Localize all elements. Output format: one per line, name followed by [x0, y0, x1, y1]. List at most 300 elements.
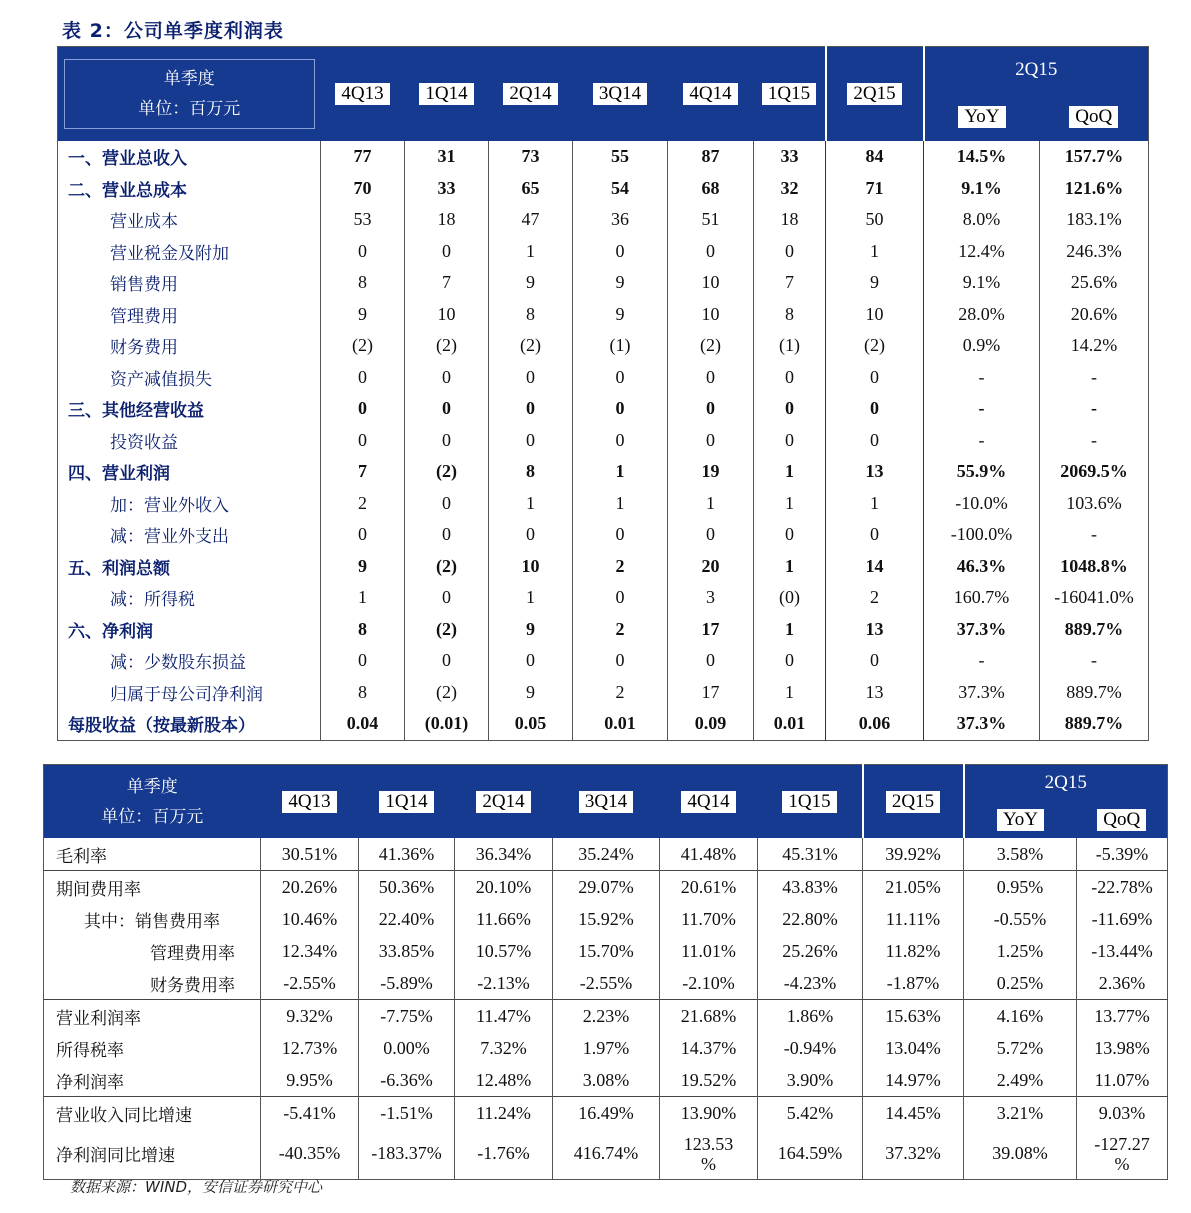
table-cell: 33 [754, 141, 826, 173]
table-cell: 7 [405, 267, 489, 299]
table-cell: 0 [754, 645, 826, 677]
table-cell: 28.0% [924, 299, 1040, 331]
table-cell: -11.69% [1077, 903, 1168, 935]
table-cell: 15.70% [553, 935, 660, 967]
table-row [44, 1064, 1168, 1097]
table-cell: 9 [573, 299, 668, 331]
table-cell: 0 [405, 488, 489, 520]
row-label: 每股收益（按最新股本） [68, 716, 255, 737]
table-cell: - [924, 362, 1040, 394]
table-cell: 33 [405, 173, 489, 205]
row-label: 营业成本 [110, 212, 178, 233]
table-cell: 13 [826, 456, 924, 488]
table-cell: 8 [321, 614, 405, 646]
table-cell: 12.48% [455, 1064, 553, 1097]
table-row [58, 614, 1149, 646]
table-cell: -100.0% [924, 519, 1040, 551]
table-cell: 1 [754, 456, 826, 488]
table-cell: 3 [668, 582, 754, 614]
table-cell: 0 [573, 425, 668, 457]
table-cell: 1 [826, 488, 924, 520]
table-cell: 73 [489, 141, 573, 173]
table-cell: 0 [573, 645, 668, 677]
table-cell: -1.76% [455, 1129, 553, 1179]
col-header: 4Q14 [668, 47, 754, 142]
table-cell: 2.23% [553, 1000, 660, 1033]
table-cell: 0 [321, 236, 405, 268]
table-cell: 45.31% [758, 838, 863, 871]
table-cell: 12.34% [261, 935, 359, 967]
table-cell: 9.03% [1077, 1097, 1168, 1130]
table-cell: 10 [489, 551, 573, 583]
table-cell: 20.61% [660, 871, 758, 904]
table-cell: -13.44% [1077, 935, 1168, 967]
yoy-header: YoY [964, 802, 1077, 838]
table-cell: 8 [321, 267, 405, 299]
table-cell: 0.06 [826, 708, 924, 740]
table-cell: 20.26% [261, 871, 359, 904]
table-cell: 0 [573, 519, 668, 551]
row-label: 减：少数股东损益 [110, 653, 246, 674]
table-cell: 9.32% [261, 1000, 359, 1033]
table-cell: 10 [668, 267, 754, 299]
table-cell: 77 [321, 141, 405, 173]
table-cell: 0 [321, 393, 405, 425]
table-cell: 11.01% [660, 935, 758, 967]
table-cell: 8 [321, 677, 405, 709]
table-cell: -0.94% [758, 1032, 863, 1064]
table-cell: 0.01 [754, 708, 826, 740]
table-cell: 17 [668, 677, 754, 709]
table-row [58, 582, 1149, 614]
table-row [58, 519, 1149, 551]
table-cell: 0.01 [573, 708, 668, 740]
table-cell: 0 [405, 236, 489, 268]
table-cell: 0.95% [964, 871, 1077, 904]
table-cell: 54 [573, 173, 668, 205]
table-cell: 0 [754, 362, 826, 394]
table-cell: -0.55% [964, 903, 1077, 935]
qoq-header: QoQ [1077, 802, 1168, 838]
col-header: 4Q14 [660, 765, 758, 839]
table-cell: (1) [754, 330, 826, 362]
row-label: 六、净利润 [68, 621, 153, 642]
table-cell: -1.51% [359, 1097, 455, 1130]
table-cell: 47 [489, 204, 573, 236]
table-cell: (2) [405, 614, 489, 646]
row-label: 归属于母公司净利润 [110, 684, 263, 705]
table-cell: 20 [668, 551, 754, 583]
table-cell: 0 [573, 362, 668, 394]
table-cell: 5.42% [758, 1097, 863, 1130]
profit-table [57, 46, 1149, 741]
table-cell: 1 [826, 236, 924, 268]
table-cell: 3.08% [553, 1064, 660, 1097]
table-cell: 1 [321, 582, 405, 614]
table-cell: 65 [489, 173, 573, 205]
table-cell: 13.77% [1077, 1000, 1168, 1033]
table-cell: 9 [573, 267, 668, 299]
table-cell: 164.59% [758, 1129, 863, 1179]
col-header: 1Q14 [359, 765, 455, 839]
table-row [58, 393, 1149, 425]
table-cell: -2.10% [660, 967, 758, 1000]
table-cell: -1.87% [863, 967, 964, 1000]
table-cell: (2) [321, 330, 405, 362]
header-left-line2: 单位：百万元 [138, 99, 241, 119]
ratio-table [43, 764, 1168, 1180]
table-row [44, 1000, 1168, 1033]
col-header: 1Q15 [758, 765, 863, 839]
table-cell: 9.1% [924, 173, 1040, 205]
table-cell: - [1040, 645, 1149, 677]
table-cell: 0 [826, 519, 924, 551]
table-cell: -183.37% [359, 1129, 455, 1179]
table-cell: 0 [754, 393, 826, 425]
table-cell: 15.92% [553, 903, 660, 935]
table-cell: 11.24% [455, 1097, 553, 1130]
col-header: 2Q14 [489, 47, 573, 142]
table-cell: 36 [573, 204, 668, 236]
table-cell: 10.57% [455, 935, 553, 967]
table-cell: -5.89% [359, 967, 455, 1000]
table-cell: 12.73% [261, 1032, 359, 1064]
table-cell: 30.51% [261, 838, 359, 871]
table-cell: 0 [668, 519, 754, 551]
col-header: 2Q15 [826, 47, 924, 142]
table-cell: 84 [826, 141, 924, 173]
table-row [58, 551, 1149, 583]
table-cell: 13 [826, 614, 924, 646]
table-cell: 7 [321, 456, 405, 488]
table-cell: 16.49% [553, 1097, 660, 1130]
group-header: 2Q15 [924, 47, 1149, 94]
table-cell: 8 [754, 299, 826, 331]
table-cell: 0 [489, 425, 573, 457]
col-header: 2Q15 [863, 765, 964, 839]
table-cell: 0 [668, 393, 754, 425]
table-cell: 3.58% [964, 838, 1077, 871]
table-cell: 0 [826, 362, 924, 394]
table-cell: 0 [321, 425, 405, 457]
table-cell: 0 [668, 236, 754, 268]
table-cell: -6.36% [359, 1064, 455, 1097]
table-cell: 1 [754, 488, 826, 520]
table-cell: 9 [826, 267, 924, 299]
row-label: 五、利润总额 [68, 558, 170, 579]
header-unit-cell [44, 765, 261, 839]
table-row [58, 267, 1149, 299]
table-cell: 50.36% [359, 871, 455, 904]
table-cell: 1 [489, 236, 573, 268]
table-cell: (2) [405, 456, 489, 488]
table-cell: 11.82% [863, 935, 964, 967]
table-row [58, 425, 1149, 457]
table-cell: 19.52% [660, 1064, 758, 1097]
table-cell: -22.78% [1077, 871, 1168, 904]
row-label: 营业收入同比增速 [44, 1097, 261, 1130]
table-cell: 68 [668, 173, 754, 205]
table-cell: 18 [405, 204, 489, 236]
table-cell: 0 [489, 362, 573, 394]
table-cell: 25.6% [1040, 267, 1149, 299]
table-cell: 8 [489, 299, 573, 331]
table-cell: 14.45% [863, 1097, 964, 1130]
row-label: 减：所得税 [110, 590, 195, 611]
table-cell: 87 [668, 141, 754, 173]
table-row [58, 677, 1149, 709]
table-cell: 0 [405, 425, 489, 457]
table-row [44, 967, 1168, 1000]
table-cell: 0 [668, 645, 754, 677]
table-cell: 31 [405, 141, 489, 173]
table-cell: 17 [668, 614, 754, 646]
table-cell: -5.41% [261, 1097, 359, 1130]
table-row [44, 903, 1168, 935]
col-header: 3Q14 [573, 47, 668, 142]
table-cell: 1.86% [758, 1000, 863, 1033]
table-cell: 3.21% [964, 1097, 1077, 1130]
table-cell: 21.05% [863, 871, 964, 904]
table-cell: -10.0% [924, 488, 1040, 520]
table-cell: (2) [405, 677, 489, 709]
table-cell: 39.92% [863, 838, 964, 871]
table-cell: 0 [489, 645, 573, 677]
table-cell: 0 [489, 519, 573, 551]
table-cell: 2 [573, 551, 668, 583]
table-cell: 121.6% [1040, 173, 1149, 205]
table-cell: 13.04% [863, 1032, 964, 1064]
table-cell: 0 [826, 425, 924, 457]
table-cell: 1 [573, 456, 668, 488]
row-label: 财务费用率 [150, 975, 235, 996]
qoq-header: QoQ [1040, 94, 1149, 141]
header-left-line1: 单季度 [163, 69, 215, 89]
table-cell: (2) [405, 551, 489, 583]
table-cell: 0 [668, 425, 754, 457]
table-row [58, 236, 1149, 268]
table-cell: 22.40% [359, 903, 455, 935]
table-cell: 9 [321, 551, 405, 583]
table-cell: 15.63% [863, 1000, 964, 1033]
table-cell: 41.36% [359, 838, 455, 871]
table-cell: 0 [826, 645, 924, 677]
row-label: 二、营业总成本 [68, 180, 187, 201]
table-cell: 1 [668, 488, 754, 520]
table-cell: 22.80% [758, 903, 863, 935]
table-cell: 2.36% [1077, 967, 1168, 1000]
table-cell: 183.1% [1040, 204, 1149, 236]
table-cell: 10 [405, 299, 489, 331]
header-unit-cell [58, 47, 321, 142]
table-cell: (2) [489, 330, 573, 362]
table-cell: - [924, 645, 1040, 677]
table-row [44, 935, 1168, 967]
table-cell: 21.68% [660, 1000, 758, 1033]
table-row [44, 871, 1168, 904]
row-label: 管理费用 [110, 306, 178, 327]
table-row [58, 362, 1149, 394]
table-cell: 11.70% [660, 903, 758, 935]
table-cell: 11.47% [455, 1000, 553, 1033]
table-cell: 1 [754, 677, 826, 709]
table-cell: 18 [754, 204, 826, 236]
table-cell: -4.23% [758, 967, 863, 1000]
table-cell: 36.34% [455, 838, 553, 871]
table-cell: 0 [754, 425, 826, 457]
table-cell: - [924, 393, 1040, 425]
table-cell: 9 [489, 267, 573, 299]
table-row [58, 173, 1149, 205]
table-cell: 0.00% [359, 1032, 455, 1064]
table-cell: 1 [489, 488, 573, 520]
table-cell: 416.74% [553, 1129, 660, 1179]
table-cell: 13.98% [1077, 1032, 1168, 1064]
table-cell: 889.7% [1040, 708, 1149, 740]
table-cell: 9.95% [261, 1064, 359, 1097]
table-cell: 14 [826, 551, 924, 583]
table-row [58, 488, 1149, 520]
table-cell: 1.25% [964, 935, 1077, 967]
table-cell: 10 [668, 299, 754, 331]
table-cell: 37.3% [924, 677, 1040, 709]
table-cell: - [1040, 362, 1149, 394]
table-cell: (1) [573, 330, 668, 362]
table-cell: 1048.8% [1040, 551, 1149, 583]
table-cell: 35.24% [553, 838, 660, 871]
table-cell: 8 [489, 456, 573, 488]
table-cell: 41.48% [660, 838, 758, 871]
table-cell: 9 [489, 677, 573, 709]
table-cell: 0.25% [964, 967, 1077, 1000]
table-cell: 246.3% [1040, 236, 1149, 268]
col-header: 1Q14 [405, 47, 489, 142]
row-label: 销售费用 [110, 275, 178, 296]
table-cell: 13 [826, 677, 924, 709]
table-cell: 14.2% [1040, 330, 1149, 362]
table-cell: 51 [668, 204, 754, 236]
table-cell: 2.49% [964, 1064, 1077, 1097]
table-cell: 11.07% [1077, 1064, 1168, 1097]
table-cell: 0 [405, 582, 489, 614]
table-cell: 1 [573, 488, 668, 520]
table-cell: 123.53 % [660, 1129, 758, 1179]
table-cell: 14.5% [924, 141, 1040, 173]
table-row [58, 708, 1149, 740]
table-cell: 14.37% [660, 1032, 758, 1064]
header-left-line1: 单季度 [126, 776, 178, 797]
table-cell: 7 [754, 267, 826, 299]
table-cell: 2069.5% [1040, 456, 1149, 488]
table-cell: 2 [573, 614, 668, 646]
table-cell: 9.1% [924, 267, 1040, 299]
table-cell: 12.4% [924, 236, 1040, 268]
row-label: 三、其他经营收益 [68, 401, 204, 422]
header-left-line2: 单位：百万元 [101, 806, 204, 827]
table-row [44, 1032, 1168, 1064]
table-cell: 39.08% [964, 1129, 1077, 1179]
table-cell: 55.9% [924, 456, 1040, 488]
table-cell: 0.04 [321, 708, 405, 740]
table-cell: 0.09 [668, 708, 754, 740]
table-row [58, 299, 1149, 331]
table-cell: 0 [405, 519, 489, 551]
table-cell: 0 [489, 393, 573, 425]
source-note: 数据来源：WIND，安信证券研究中心 [70, 1178, 323, 1196]
table-cell: -7.75% [359, 1000, 455, 1033]
table-cell: - [1040, 393, 1149, 425]
table-cell: 1 [754, 614, 826, 646]
table-cell: 1.97% [553, 1032, 660, 1064]
row-label: 减：营业外支出 [110, 527, 229, 548]
table-cell: 0 [405, 362, 489, 394]
yoy-header: YoY [924, 94, 1040, 141]
table-cell: -2.55% [553, 967, 660, 1000]
table-cell: 71 [826, 173, 924, 205]
table-cell: 19 [668, 456, 754, 488]
table-cell: 53 [321, 204, 405, 236]
table-cell: 37.3% [924, 708, 1040, 740]
col-header: 3Q14 [553, 765, 660, 839]
table-cell: 13.90% [660, 1097, 758, 1130]
table-cell: -127.27 % [1077, 1129, 1168, 1179]
table-cell: -16041.0% [1040, 582, 1149, 614]
row-label: 营业利润率 [44, 1000, 261, 1033]
row-label: 净利润率 [56, 1072, 124, 1093]
table-row [58, 204, 1149, 236]
table-cell: (0) [754, 582, 826, 614]
table-cell: 0 [754, 236, 826, 268]
row-label: 一、营业总收入 [68, 149, 187, 170]
table-cell: 10.46% [261, 903, 359, 935]
table-row [44, 1129, 1168, 1179]
table-cell: 32 [754, 173, 826, 205]
table-cell: 8.0% [924, 204, 1040, 236]
row-label: 其中：销售费用率 [84, 911, 220, 932]
table-cell: 7.32% [455, 1032, 553, 1064]
table-cell: - [1040, 425, 1149, 457]
table-cell: 889.7% [1040, 614, 1149, 646]
row-label: 财务费用 [110, 338, 178, 359]
table-cell: 0 [573, 582, 668, 614]
table-cell: 3.90% [758, 1064, 863, 1097]
row-label: 营业税金及附加 [110, 243, 229, 264]
table-cell: (2) [668, 330, 754, 362]
table-cell: 2 [573, 677, 668, 709]
table-cell: 2 [826, 582, 924, 614]
table-cell: 9 [321, 299, 405, 331]
table-row [58, 645, 1149, 677]
table-row [58, 141, 1149, 173]
table-cell: 9 [489, 614, 573, 646]
table-cell: 0 [668, 362, 754, 394]
col-header: 1Q15 [754, 47, 826, 142]
table-cell: 33.85% [359, 935, 455, 967]
table-cell: 55 [573, 141, 668, 173]
table-cell: 14.97% [863, 1064, 964, 1097]
col-header: 4Q13 [261, 765, 359, 839]
table-row [58, 330, 1149, 362]
table-row [44, 838, 1168, 871]
col-header: 4Q13 [321, 47, 405, 142]
row-label: 期间费用率 [44, 871, 261, 904]
group-header: 2Q15 [964, 765, 1168, 802]
table-cell: 0 [321, 362, 405, 394]
table-cell: 1 [489, 582, 573, 614]
table-cell: 0 [405, 393, 489, 425]
row-label: 净利润同比增速 [56, 1146, 175, 1167]
table-cell: (2) [405, 330, 489, 362]
